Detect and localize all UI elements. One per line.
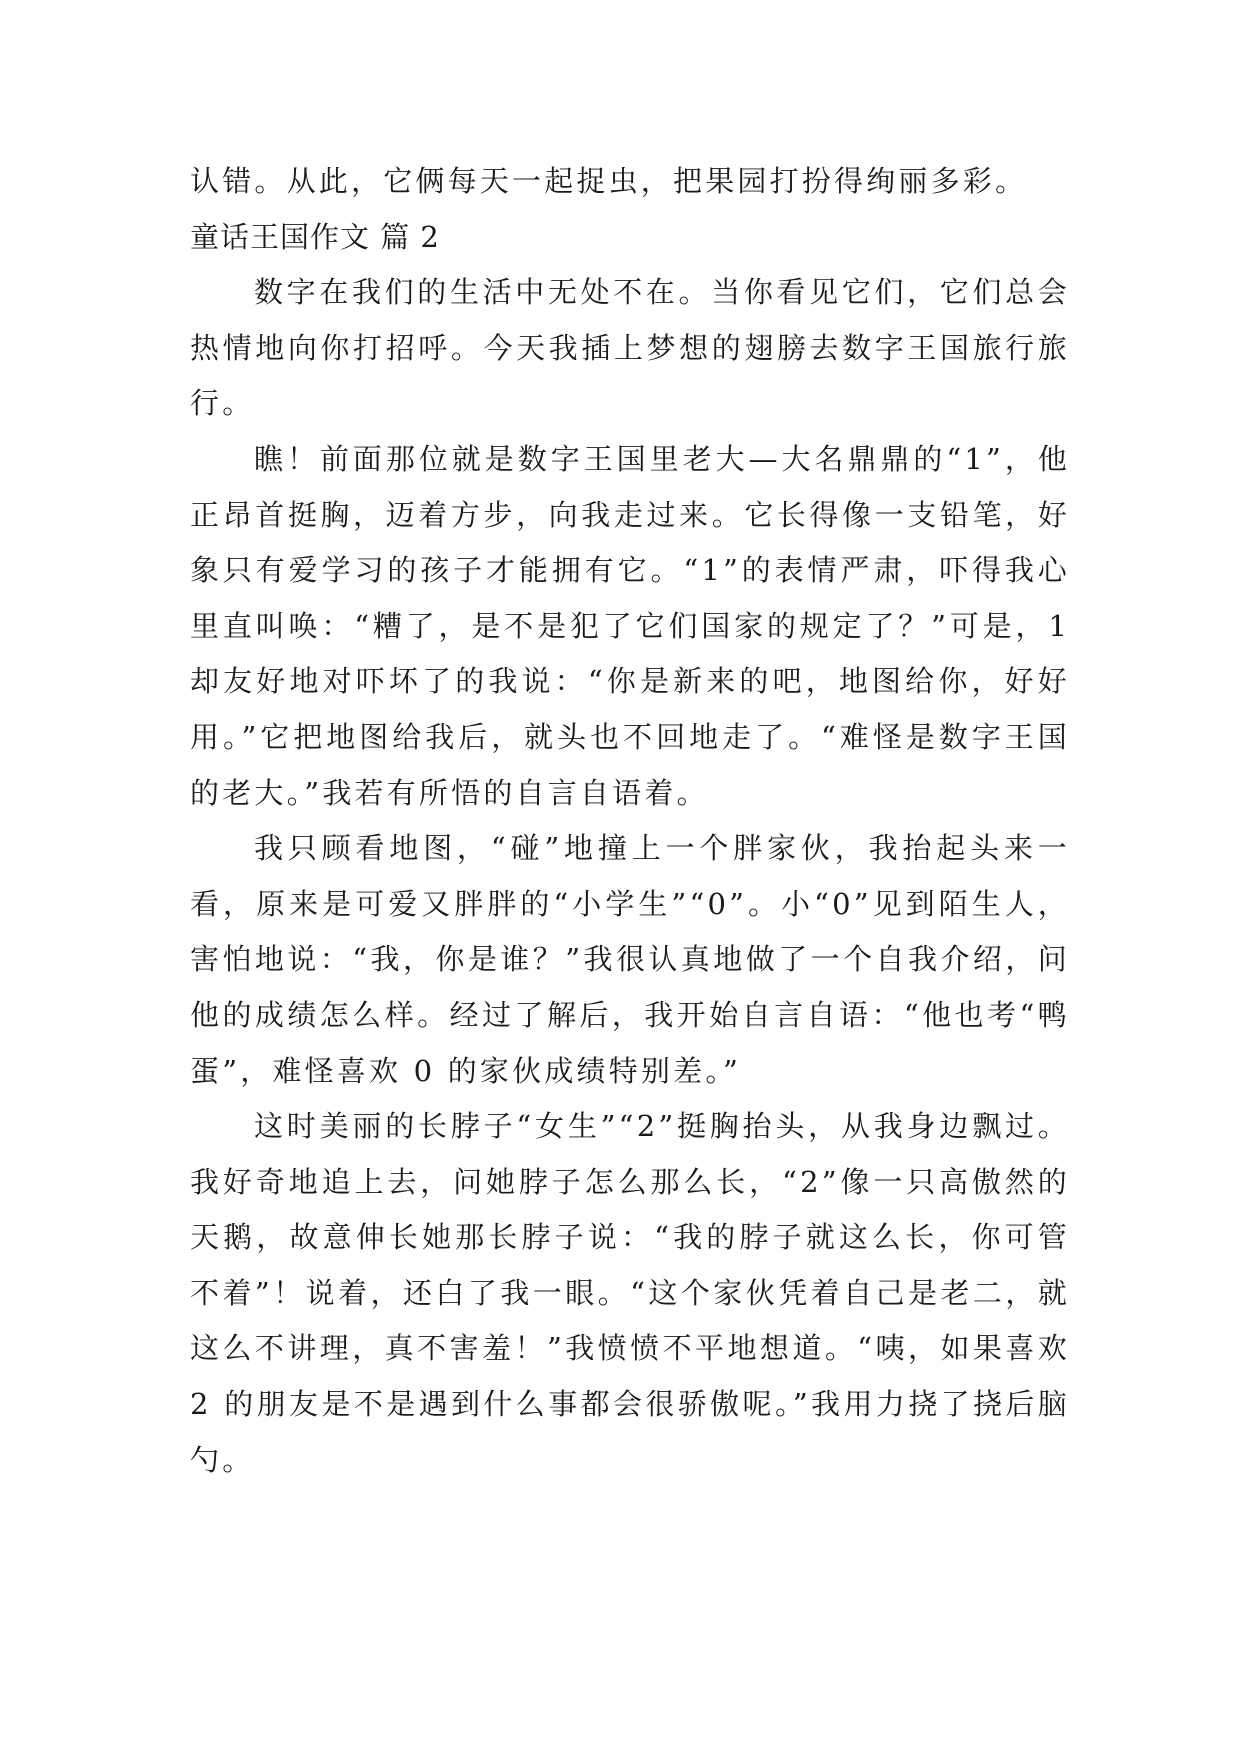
paragraph-number-zero: 我只顾看地图，“碰”地撞上一个胖家伙，我抬起头来一看，原来是可爱又胖胖的“小学生”“0”。小“0”见到陌生人，害怕地说：“我，你是谁？”我很认真地做了一个自我介绍，问他的成绩怎么样。经过了解后，我开始自言自语：“他也考“鸭蛋”，难怪喜欢 0 的家伙成绩特别差。” xyxy=(190,831,1070,1088)
paragraph-continuation: 认错。从此，它俩每天一起捉虫，把果园打扮得绚丽多彩。 xyxy=(190,164,1028,198)
document-page xyxy=(190,154,1070,1488)
paragraph-number-two: 这时美丽的长脖子“女生”“2”挺胸抬头，从我身边飘过。我好奇地追上去，问她脖子怎么那么长，“2”像一只高傲然的天鹅，故意伸长她那长脖子说：“我的脖子就这么长，你可管不着”！说着，还白了我一眼。“这个家伙凭着自己是老二，就这么不讲理，真不害羞！”我愤愤不平地想道。“咦，如果喜欢 2 的朋友是不是遇到什么事都会很骄傲呢。”我用力挠了挠后脑勺。 xyxy=(190,1109,1070,1477)
paragraph-intro: 数字在我们的生活中无处不在。当你看见它们，它们总会热情地向你打招呼。今天我插上梦想的翅膀去数字王国旅行旅行。 xyxy=(190,275,1070,421)
section-heading: 童话王国作文 篇 2 xyxy=(190,219,440,254)
paragraph-number-one: 瞧！前面那位就是数字王国里老大—大名鼎鼎的“1”，他正昂首挺胸，迈着方步，向我走过来。它长得像一支铅笔，好象只有爱学习的孩子才能拥有它。“1”的表情严肃，吓得我心里直叫唤：“糟了，是不是犯了它们国家的规定了？”可是，1 却友好地对吓坏了的我说：“你是新来的吧，地图给你，好好用。”它把地图给我后，就头也不回地走了。“难怪是数字王国的老大。”我若有所悟的自言自语着。 xyxy=(190,441,1070,810)
